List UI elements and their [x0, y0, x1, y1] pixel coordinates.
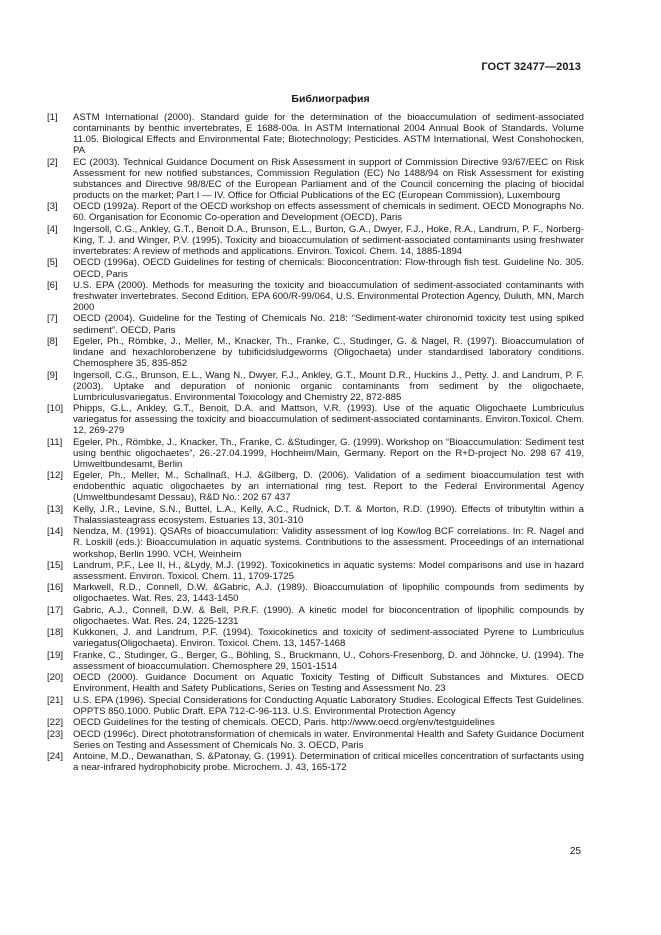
reference-text: OECD (1996c). Direct phototransformation of chemicals in water. Environmental Health and Safety Guidance Document Series on Testing and Assessment of Chemicals No. 3. OECD, Paris: [73, 728, 584, 751]
reference-item: [47, 695, 584, 717]
reference-number: [13]: [47, 503, 64, 515]
reference-number: [9]: [47, 369, 58, 381]
reference-text: Ingersoll, C.G., Ankley, G.T., Benoit D.A., Brunson, E.L., Burton, G.A., Dwyer, F.J., Hoke, R.A., Landrum, P. F., Norberg-King, T. J. and Winger, P.V. (1995). Toxicity and bioaccumulation of sediment-associated contaminants using freshwater invertebrates: A review of methods and applications. Environ. Toxicol. Chem. 14, 1885-1894: [73, 223, 584, 258]
reference-text: OECD (1996a). OECD Guidelines for testing of chemicals: Bioconcentration: Flow-through fish test. Guideline No. 305. OECD, Paris: [73, 257, 584, 280]
reference-number: [7]: [47, 313, 58, 325]
reference-number: [3]: [47, 201, 58, 213]
reference-text: Antoine, M.D., Dewanathan, S. &Patonay, G. (1991). Determination of critical micelles concentration of surfactants using a near-infrared hydrophobicity probe. Microchem. J. 43, 165-172: [73, 751, 584, 774]
reference-number: [15]: [47, 559, 64, 571]
reference-item: [47, 112, 584, 156]
reference-item: [47, 526, 584, 559]
reference-item: [47, 560, 584, 582]
reference-number: [24]: [47, 751, 64, 763]
page-number: 25: [569, 846, 581, 857]
reference-item: [47, 605, 584, 627]
reference-text: Nendza, M. (1991). QSARs of bioaccumulation: Validity assessment of log Kow/log BCF correlations. In: R. Nagel and R. Loskill (eds.): Bioaccumulation in aquatic systems. Contributions to the assessment. Proceedings of an international workshop, Berlin 1990. VCH, Weinheim: [73, 526, 584, 560]
reference-item: [47, 201, 584, 223]
reference-item: [47, 627, 584, 649]
reference-text: OECD (2000). Guidance Document on Aquatic Toxicity Testing of Difficult Substances and Mixtures. OECD Environment, Health and Safety Publications, Series on Testing and Assessment No. 23: [73, 672, 584, 695]
reference-text: OECD Guidelines for the testing of chemicals. OECD, Paris. http://www.oecd.org/env/testguidelines: [73, 717, 495, 729]
reference-number: [14]: [47, 526, 64, 538]
reference-text: U.S. EPA (2000). Methods for measuring the toxicity and bioaccumulation of sediment-associated contaminants with freshwater invertebrates. Second Edition. EPA 600/R-99/064, U.S. Environmental Protection Agency, Duluth, MN, March 2000: [73, 279, 584, 314]
reference-item: [47, 717, 584, 728]
reference-text: Landrum, P.F., Lee II, H., &Lydy, M.J. (1992). Toxicokinetics in aquatic systems: Model comparisons and use in hazard assessment. Environ. Toxicol. Chem. 11, 1709-1725: [73, 559, 584, 582]
reference-text: U.S. EPA (1996). Special Considerations for Conducting Aquatic Laboratory Studies. Ecological Effects Test Guidelines. OPPTS 850.1000. Public Draft. EPA 712-C-96-113. U.S. Environmental Protection Agency: [73, 694, 584, 717]
reference-text: Egeler, Ph., Römbke, J., Knacker, Th., Franke, C. &Studinger, G. (1999). Workshop on “Bioaccumulation: Sediment test using benthic oligochaetes”, 26.-27.04.1999, Hochheim/Main, Germany. Report on the R+D-project No. 298 67 419, Umweltbundesamt, Berlin: [73, 436, 584, 470]
document-code-header: ГОСТ 32477—2013: [481, 61, 581, 73]
reference-text: Kelly, J.R., Levine, S.N., Buttel, L.A., Kelly, A.C., Rudnick, D.T. & Morton, R.D. (1990). Effects of tributyltin within a Thalassiasteagrass ecosystem. Estuaries 13, 301-310: [73, 503, 584, 526]
reference-number: [5]: [47, 257, 58, 269]
reference-text: Markwell, R.D., Connell, D.W. &Gabric, A.J. (1989). Bioaccumulation of lipophilic compounds from sediments by oligochaetes. Wat. Res. 23, 1443-1450: [73, 582, 584, 605]
reference-number: [16]: [47, 582, 64, 594]
reference-item: [47, 313, 584, 335]
reference-text: Kukkonen, J. and Landrum, P.F. (1994). Toxicokinetics and toxicity of sediment-associated Pyrene to Lumbriculus variegatus(Oligochaeta). Environ. Toxicol. Chem. 13, 1457-1468: [73, 627, 584, 650]
reference-text: Phipps, G.L., Ankley, G.T., Benoit, D.A. and Mattson, V.R. (1993). Use of the aquatic Oligochaete Lumbriculus variegatus for assessing the toxicity and bioaccumulation of sediment-associated contaminants. Environ.Toxicol. Chem. 12, 269-279: [73, 403, 584, 437]
reference-number: [17]: [47, 604, 64, 616]
reference-number: [22]: [47, 717, 64, 729]
reference-number: [18]: [47, 627, 64, 639]
reference-item: [47, 370, 584, 403]
reference-text: Egeler, Ph., Römbke, J., Meller, M., Knacker, Th., Franke, C., Studinger, G. & Nagel, R. (1997). Bioaccumulation of lindane and hexachlorobenzene by tubificidsludgeworms (Oligochaeta) under standardised laboratory conditions. Chemosphere 35, 835-852: [73, 335, 584, 370]
reference-text: Egeler, Ph., Meller, M., Schallnaß, H.J. &Gilberg, D. (2006). Validation of a sediment bioaccumulation test with endobenthic aquatic oligochaetes by an international ring test. Report to the Federal Environmental Agency (Umweltbundesamt Dessau), R&D No.: 202 67 437: [73, 470, 584, 504]
reference-item: [47, 280, 584, 313]
reference-text: Gabric, A.J., Connell, D.W. & Bell, P.R.F. (1990). A kinetic model for bioconcentration of lipophilic compounds by oligochaetes. Wat. Res. 24, 1225-1231: [73, 604, 584, 627]
reference-item: [47, 257, 584, 279]
reference-list: [47, 112, 584, 774]
reference-item: [47, 650, 584, 672]
reference-number: [6]: [47, 279, 58, 291]
reference-text: ASTM International (2000). Standard guide for the determination of the bioaccumulation of sediment-associated contaminants by benthic invertebrates, E 1688-00a. In ASTM International 2004 Annual Book of Standards. Volume 11.05. Biological Effects and Environmental Fate; Biotechnology; Pesticides. ASTM International, West Conshohocken, PA: [73, 112, 584, 157]
reference-item: [47, 437, 584, 470]
reference-number: [4]: [47, 223, 58, 235]
reference-number: [23]: [47, 728, 64, 740]
reference-item: [47, 751, 584, 773]
reference-number: [12]: [47, 470, 64, 482]
reference-item: [47, 504, 584, 526]
bibliography-title: Библиография: [291, 93, 370, 105]
reference-item: [47, 157, 584, 201]
reference-number: [19]: [47, 649, 64, 661]
reference-text: OECD (1992a). Report of the OECD workshop on effects assessment of chemicals in sediment. OECD Monographs No. 60. Organisation for Economic Co-operation and Development (OECD), Paris: [73, 201, 584, 224]
reference-number: [20]: [47, 672, 64, 684]
reference-item: [47, 403, 584, 436]
reference-item: [47, 729, 584, 751]
reference-item: [47, 336, 584, 369]
reference-text: EC (2003). Technical Guidance Document on Risk Assessment in support of Commission Directive 93/67/EEC on Risk Assessment for new notified substances, Commission Regulation (EC) No 1488/94 on Risk Assessment for existing substances and Directive 98/8/EC of the European Parliament and of the Council concerning the placing of biocidal products on the market; Part I — IV. Office for Official Publications of the EC (European Commission), Luxembourg: [73, 156, 584, 201]
reference-item: [47, 582, 584, 604]
reference-number: [1]: [47, 112, 58, 123]
reference-number: [8]: [47, 335, 58, 347]
reference-text: OECD (2004). Guideline for the Testing of Chemicals No. 218: “Sediment-water chironomid toxicity test using spiked sediment”. OECD, Paris: [73, 313, 584, 336]
reference-number: [11]: [47, 436, 63, 448]
reference-number: [21]: [47, 694, 64, 706]
reference-text: Ingersoll, C.G., Brunson, E.L., Wang N., Dwyer, F.J., Ankley, G.T., Mount D.R., Huckins J., Petty. J. and Landrum, P. F. (2003). Uptake and depuration of nonionic organic contaminants from sediment by the oligochaete, Lumbriculusvariegatus. Environmental Toxicology and Chemistry 22, 872-885: [73, 369, 584, 403]
reference-number: [2]: [47, 156, 58, 168]
reference-text: Franke, C., Studinger, G., Berger, G., Böhling, S., Bruckmann, U., Cohors-Fresenborg, D. and Jöhncke, U. (1994). The assessment of bioaccumulation. Chemosphere 29, 1501-1514: [73, 649, 584, 672]
reference-number: [10]: [47, 403, 64, 415]
reference-item: [47, 470, 584, 503]
reference-item: [47, 672, 584, 694]
reference-item: [47, 224, 584, 257]
